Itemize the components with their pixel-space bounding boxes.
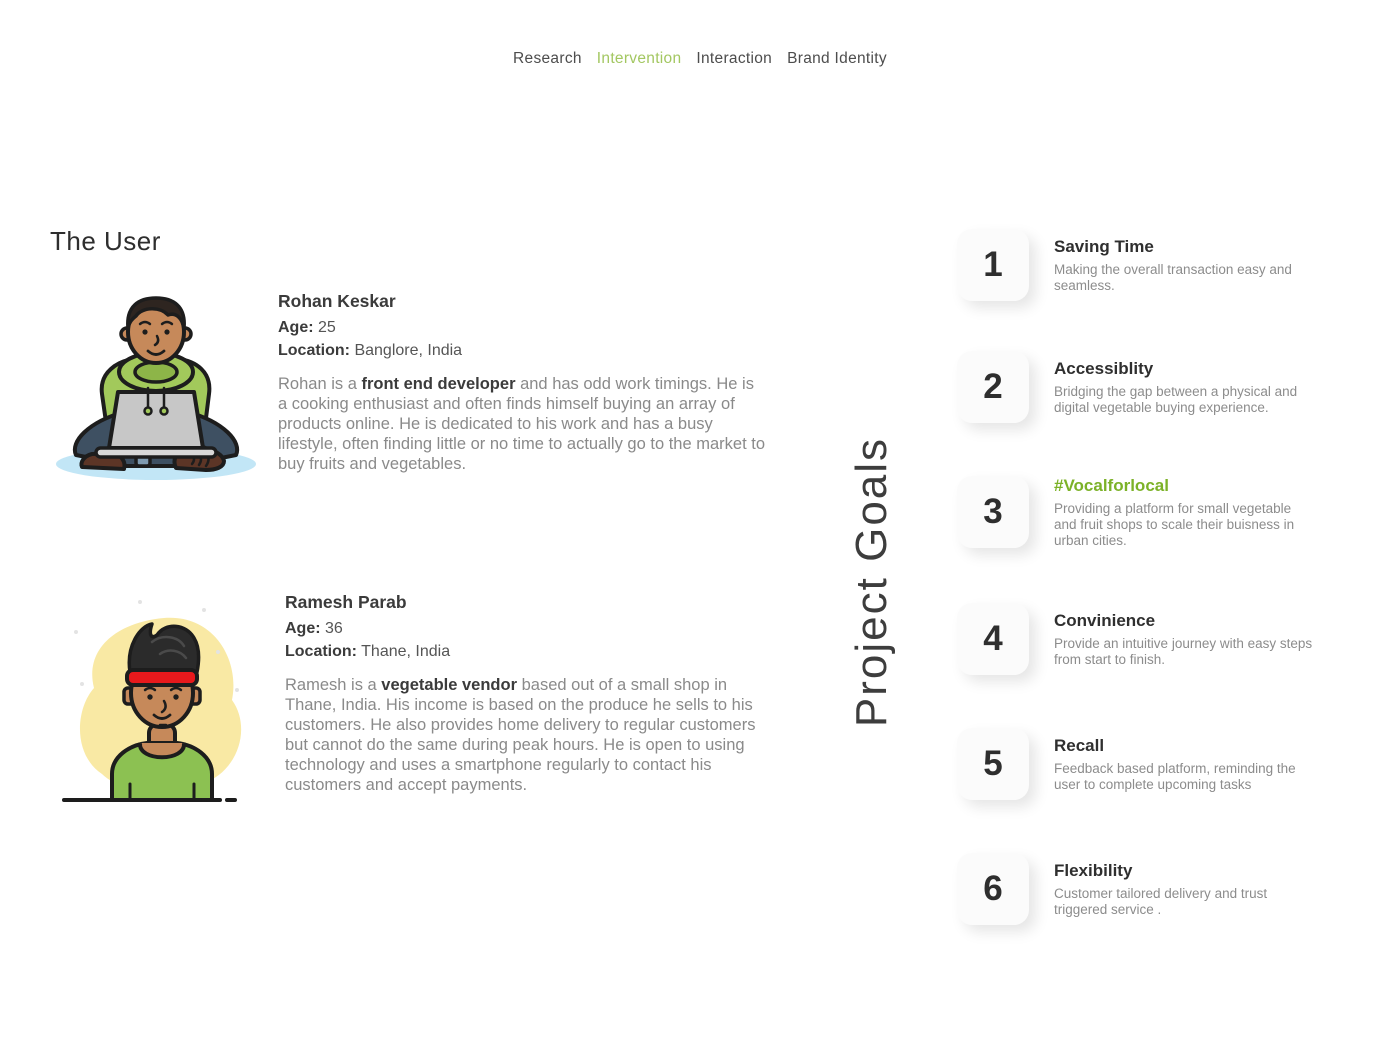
goal-number-card: 1 xyxy=(957,229,1029,301)
goal-title: Convinience xyxy=(1054,610,1156,630)
persona-age: Age: 36 xyxy=(285,620,343,637)
goal-title: Saving Time xyxy=(1054,236,1154,256)
goal-number-card: 3 xyxy=(957,476,1029,548)
goal-row-2 xyxy=(957,350,1317,424)
goal-row-5 xyxy=(957,727,1317,801)
goal-title: Recall xyxy=(1054,735,1105,755)
goal-description: Provide an intuitive journey with easy steps from start to finish. xyxy=(1054,635,1313,667)
nav-item-interaction[interactable]: Interaction xyxy=(696,50,773,67)
goal-description: Providing a platform for small vegetable and fruit shops to scale their buisness in urban cities. xyxy=(1054,500,1295,548)
persona-name: Ramesh Parab xyxy=(285,592,407,612)
persona-bio: Ramesh is a vegetable vendor based out of a small shop in Thane, India. His income is based on the produce he sells to his customers. He also provides home delivery to regular customers but cannot do the same during peak hours. He is open to using technology and uses a smartphone regularly to contact his customers and accept payments. xyxy=(285,676,756,794)
goal-row-4 xyxy=(957,602,1317,676)
goal-number-card: 4 xyxy=(957,603,1029,675)
page-title: The User xyxy=(50,226,161,256)
nav-item-intervention[interactable]: Intervention xyxy=(596,50,682,67)
goal-title: #Vocalforlocal xyxy=(1054,475,1169,495)
persona-location: Location: Banglore, India xyxy=(278,342,463,359)
goal-number-card: 6 xyxy=(957,853,1029,925)
goal-description: Bridging the gap between a physical and digital vegetable buying experience. xyxy=(1054,383,1298,415)
goal-description: Making the overall transaction easy and seamless. xyxy=(1054,261,1292,293)
goal-row-1 xyxy=(957,228,1317,302)
nav-item-brand-identity[interactable]: Brand Identity xyxy=(787,50,887,67)
developer-with-laptop-illustration xyxy=(36,262,274,490)
goal-description: Customer tailored delivery and trust triggered service . xyxy=(1054,885,1268,917)
persona-ramesh xyxy=(285,592,773,795)
goal-number-card: 5 xyxy=(957,728,1029,800)
goal-number-card: 2 xyxy=(957,351,1029,423)
top-nav xyxy=(0,50,1400,68)
vegetable-vendor-illustration xyxy=(52,588,272,820)
goal-title: Flexibility xyxy=(1054,860,1133,880)
persona-bio: Rohan is a front end developer and has odd work timings. He is a cooking enthusiast and often finds himself buying an array of products online. He is dedicated to his work and has a busy lifestyle, often finding little or no time to actually go to the market to buy fruits and vegetables. xyxy=(278,375,765,473)
nav-item-research[interactable]: Research xyxy=(513,50,582,67)
persona-rohan xyxy=(278,291,766,474)
persona-name: Rohan Keskar xyxy=(278,291,396,311)
goal-title: Accessiblity xyxy=(1054,358,1154,378)
project-goals-vertical-title: Project Goals xyxy=(847,436,896,728)
goal-row-6 xyxy=(957,852,1317,926)
persona-age: Age: 25 xyxy=(278,319,336,336)
goal-row-3 xyxy=(957,475,1317,549)
persona-location: Location: Thane, India xyxy=(285,643,451,660)
goal-description: Feedback based platform, reminding the user to complete upcoming tasks xyxy=(1054,760,1296,792)
